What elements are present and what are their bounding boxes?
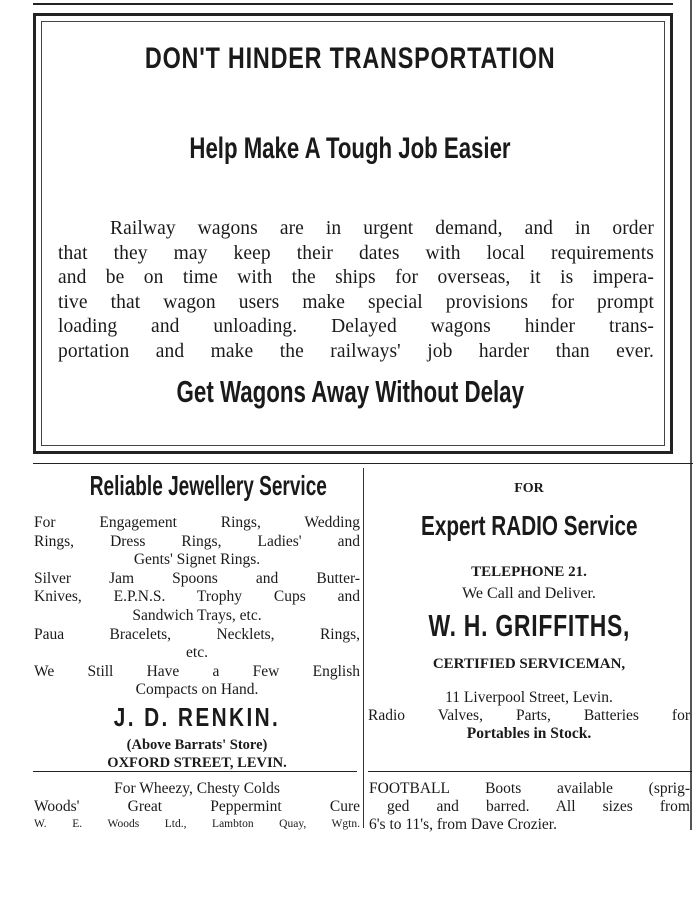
jeweller-address-1: (Above Barrats' Store) — [126, 736, 268, 753]
radio-ad — [368, 478, 690, 743]
jeweller-ad — [34, 470, 360, 772]
football-line-2: ged and barred. All sizes from — [387, 798, 690, 815]
notice-body-line: tive that wagon users make special provisions for prompt — [58, 291, 654, 313]
woods-line-1: For Wheezy, Chesty Colds — [114, 780, 280, 797]
jeweller-line: Paua Bracelets, Necklets, Rings, — [34, 625, 360, 643]
football-line-1: FOOTBALL Boots available (sprig- — [369, 780, 690, 797]
notice-headline: DON'T HINDER TRANSPORTATION — [144, 42, 556, 75]
radio-parts-1: Radio Valves, Parts, Batteries for — [368, 707, 690, 724]
notice-footer: Get Wagons Away Without Delay — [176, 374, 524, 409]
radio-name: W. H. GRIFFITHS, — [428, 608, 630, 643]
jeweller-line: Gents' Signet Rings. — [133, 551, 261, 569]
radio-for: FOR — [514, 481, 544, 496]
notice-subheadline: Help Make A Tough Job Easier — [189, 132, 511, 165]
notice-body-line: Railway wagons are in urgent demand, and in order — [110, 218, 654, 239]
jeweller-line: We Still Have a Few English — [34, 662, 360, 680]
football-line-3: 6's to 11's, from Dave Crozier. — [369, 816, 557, 833]
woods-line-3: W. E. Woods Ltd., Lambton Quay, Wgtn. — [34, 818, 360, 830]
lower-rule-right — [368, 771, 692, 772]
notice-body-line: that they may keep their dates with local requirements — [58, 242, 654, 264]
woods-ad — [34, 780, 360, 832]
jeweller-name: J. D. RENKIN. — [113, 701, 281, 732]
jeweller-line: For Engagement Rings, Wedding — [34, 514, 360, 531]
jeweller-line: Sandwich Trays, etc. — [132, 606, 262, 624]
radio-telephone: TELEPHONE 21. — [471, 564, 587, 580]
radio-heading: Expert RADIO Service — [420, 510, 638, 541]
jeweller-line: Knives, E.P.N.S. Trophy Cups and — [34, 588, 360, 606]
jeweller-address-2: OXFORD STREET, LEVIN. — [107, 754, 287, 771]
football-ad — [369, 780, 690, 834]
radio-address: 11 Liverpool Street, Levin. — [445, 689, 613, 706]
jeweller-line: Silver Jam Spoons and Butter- — [34, 569, 360, 587]
radio-title: CERTIFIED SERVICEMAN, — [432, 656, 626, 672]
notice-body-line: portation and make the railways' job harder than ever. — [58, 340, 654, 362]
section-rule — [33, 463, 693, 464]
notice-body — [58, 217, 654, 365]
lower-rule-left — [33, 771, 357, 772]
jeweller-heading: Reliable Jewellery Service — [89, 470, 327, 501]
jeweller-line: etc. — [186, 644, 208, 662]
jeweller-line: Rings, Dress Rings, Ladies' and — [34, 532, 360, 550]
radio-deliver: We Call and Deliver. — [462, 585, 596, 602]
top-rule — [33, 3, 673, 5]
column-divider — [363, 468, 364, 828]
radio-parts-2: Portables in Stock. — [466, 725, 592, 742]
woods-line-2: Woods' Great Peppermint Cure — [34, 798, 360, 815]
notice-body-line: loading and unloading. Delayed wagons hinder trans- — [58, 316, 654, 338]
notice-body-line: and be on time with the ships for overseas, it is impera- — [58, 267, 654, 289]
jeweller-line: Compacts on Hand. — [135, 681, 259, 699]
